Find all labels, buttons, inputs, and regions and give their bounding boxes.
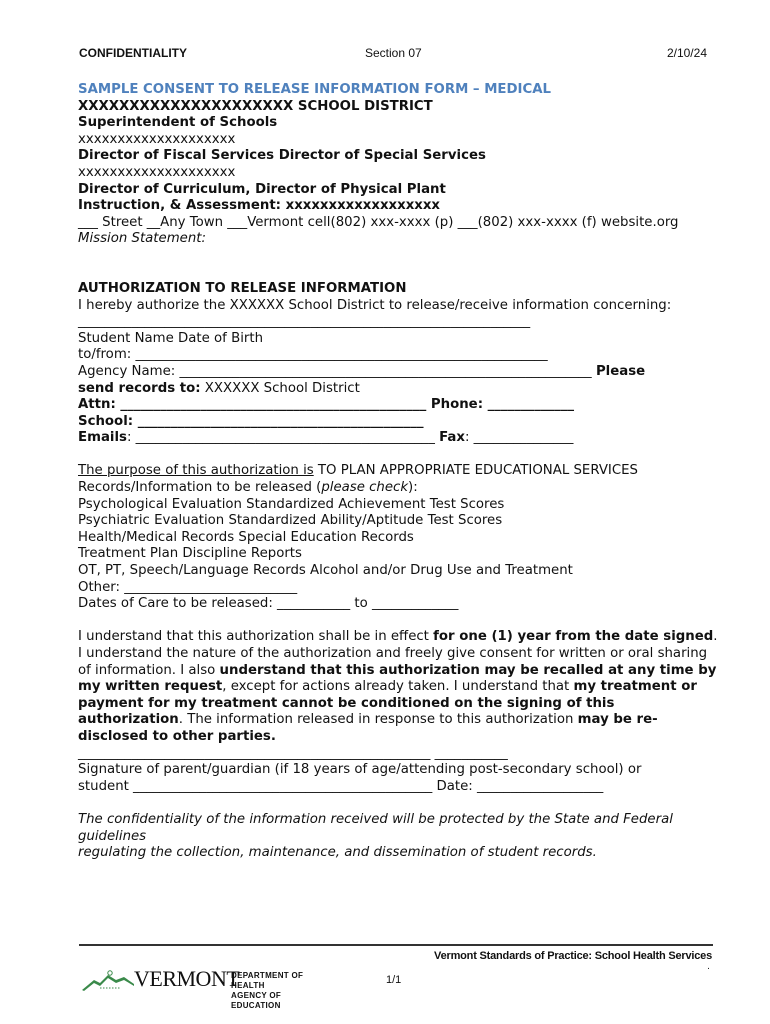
address-line: ___ Street __Any Town ___Vermont cell(802) xxx-xxxx (p) ___(802) xxx-xxxx (f) website.org <box>78 214 679 230</box>
send-records-value: XXXXXX School District <box>200 380 360 396</box>
fax-label: Fax <box>439 430 465 446</box>
authorization-intro: I hereby authorize the XXXXXX School District to release/receive information concerning: <box>78 297 672 313</box>
agency-name-field <box>78 364 718 381</box>
signature-blank: _____________________________________________________ ___________ <box>78 745 508 761</box>
instruction-line: Instruction, & Assessment: xxxxxxxxxxxxxxxxxx <box>78 198 441 214</box>
dept-education: AGENCY OF EDUCATION <box>231 991 282 1010</box>
to-from-field: to/from: ______________________________________________________________ <box>78 347 548 363</box>
fax-blank: : _______________ <box>464 430 574 446</box>
mountain-icon <box>80 968 136 994</box>
placeholder-line-1: xxxxxxxxxxxxxxxxxxxx <box>78 131 236 147</box>
consent-text-4: . The information released in response to this authorization <box>178 712 578 728</box>
please-check-text: please check <box>321 480 409 496</box>
consent-text-3: , except for actions already taken. I understand that <box>222 679 574 695</box>
header-confidentiality: CONFIDENTIALITY <box>79 46 187 60</box>
authorization-heading: AUTHORIZATION TO RELEASE INFORMATION <box>78 280 407 296</box>
directors-line-2: Director of Curriculum, Director of Physical Plant <box>78 181 446 197</box>
footer-dot: . <box>707 962 710 972</box>
placeholder-line-2: xxxxxxxxxxxxxxxxxxxx <box>78 164 236 180</box>
district-name: XXXXXXXXXXXXXXXXXXXXX SCHOOL DISTRICT <box>78 98 433 114</box>
form-body <box>78 82 718 862</box>
consent-bold-4: may be re-disclosed to other parties. <box>78 712 658 744</box>
dept-health: DEPARTMENT OF HEALTH <box>231 971 304 990</box>
records-option-1: Psychological Evaluation Standardized Achievement Test Scores <box>78 496 505 512</box>
page-number: 1/1 <box>386 974 402 986</box>
directors-line-1: Director of Fiscal Services Director of Special Services <box>78 148 486 164</box>
other-field: Other: __________________________ <box>78 579 298 595</box>
confidentiality-note-2: regulating the collection, maintenance, and dissemination of student records. <box>78 845 597 861</box>
footer-divider <box>79 944 713 946</box>
records-instruction <box>78 480 718 497</box>
consent-bold-1: for one (1) year from the date signed <box>433 629 714 645</box>
footer-standards: Vermont Standards of Practice: School Health Services <box>434 950 712 962</box>
emails-label: Emails <box>78 430 127 446</box>
records-text-b: ): <box>408 480 418 496</box>
signature-label: Signature of parent/guardian (if 18 years of age/attending post-secondary school) or <box>78 762 642 778</box>
vermont-wordmark: VERMONT <box>134 966 240 991</box>
emails-fax-field <box>78 430 718 447</box>
please-text: Please <box>595 363 646 379</box>
records-option-4: Treatment Plan Discipline Reports <box>78 546 302 562</box>
records-option-5: OT, PT, Speech/Language Records Alcohol and/or Drug Use and Treatment <box>78 563 573 579</box>
student-date-field: student _____________________________________________ Date: ___________________ <box>78 778 604 794</box>
consent-text-2: . I understand the nature of the authorization and freely give consent for written or oral sharing of information. I also <box>78 629 718 678</box>
superintendent-line: Superintendent of Schools <box>78 115 278 131</box>
form-title: SAMPLE CONSENT TO RELEASE INFORMATION FORM – MEDICAL <box>78 82 552 97</box>
consent-paragraph <box>78 629 718 745</box>
purpose-value: TO PLAN APPROPRIATE EDUCATIONAL SERVICES <box>313 463 638 479</box>
confidentiality-note-1: The confidentiality of the information received will be protected by the State and Federal guidelines <box>78 811 673 844</box>
department-names <box>231 971 330 1011</box>
purpose-line <box>78 463 718 480</box>
consent-text-1: I understand that this authorization shall be in effect <box>78 629 434 645</box>
records-text-a: Records/Information to be released ( <box>78 480 322 496</box>
records-option-3: Health/Medical Records Special Education Records <box>78 529 414 545</box>
agency-name-text: Agency Name: ______________________________________________________________ <box>78 363 592 379</box>
header-section: Section 07 <box>365 46 422 60</box>
purpose-label: The purpose of this authorization is <box>78 463 314 479</box>
attn-phone-field: Attn: ______________________________________________ Phone: _____________ <box>78 397 575 413</box>
dates-of-care-field: Dates of Care to be released: ___________ to _____________ <box>78 596 459 612</box>
header-date: 2/10/24 <box>666 46 707 60</box>
mission-statement: Mission Statement: <box>78 231 206 247</box>
page-header <box>79 46 707 64</box>
student-dob-label: Student Name Date of Birth <box>78 330 264 346</box>
emails-blank: : _____________________________________________ <box>126 430 440 446</box>
vermont-logo <box>80 966 330 1010</box>
records-option-2: Psychiatric Evaluation Standardized Ability/Aptitude Test Scores <box>78 513 503 529</box>
send-records-label: send records to: <box>78 380 201 396</box>
send-records-line <box>78 381 718 398</box>
consent-bold-2: understand that this authorization may be recalled at any time by my written request <box>78 662 717 695</box>
school-field: School: ___________________________________________ <box>78 413 424 429</box>
concerning-blank: ____________________________________________________________________ <box>78 314 531 330</box>
consent-bold-3: my treatment or payment for my treatment cannot be conditioned on the signing of this authorization <box>78 679 697 728</box>
